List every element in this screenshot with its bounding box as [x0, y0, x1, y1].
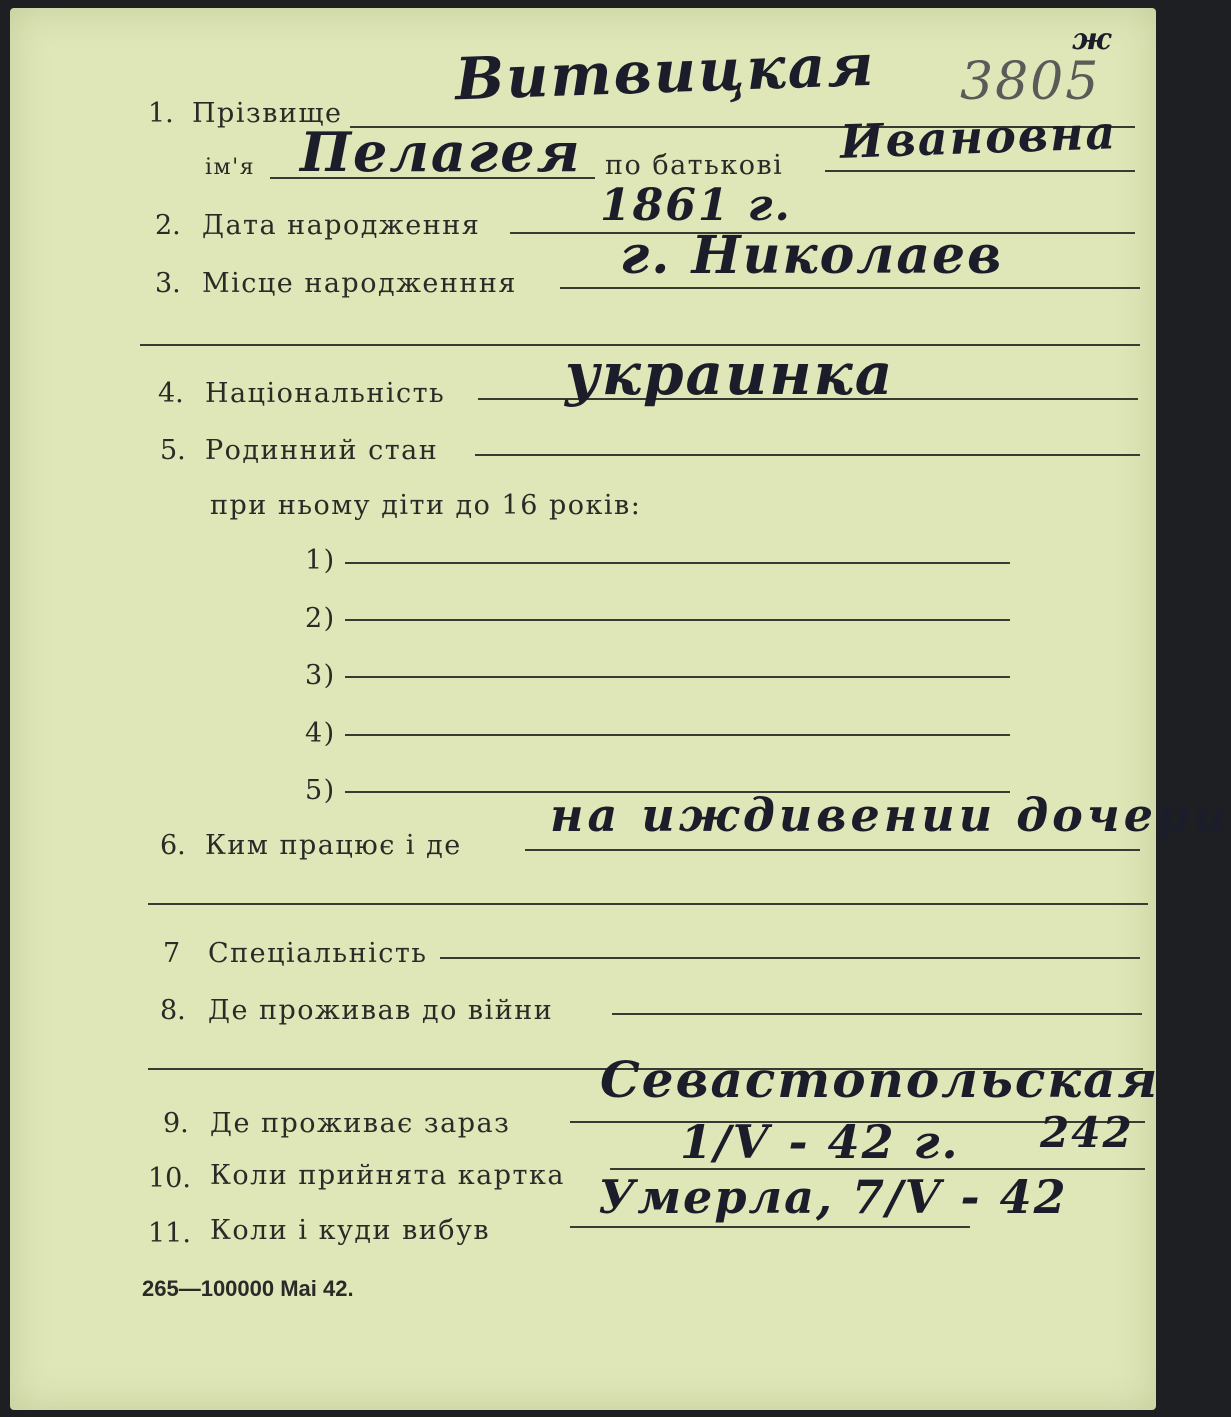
field-1-number: 1. — [148, 98, 174, 129]
field-3-line — [560, 287, 1140, 289]
field-6-number: 6. — [160, 830, 186, 861]
field-6-extra-line — [148, 903, 1148, 905]
child-4-label: 4) — [305, 718, 336, 749]
current-address-handwritten: Севастопольская — [600, 1050, 1160, 1109]
field-4-number: 4. — [158, 378, 184, 409]
field-5-number: 5. — [160, 435, 186, 466]
field-7-line — [440, 957, 1140, 959]
field-11-label: Коли і куди вибув — [210, 1215, 491, 1246]
field-10-number: 10. — [148, 1163, 191, 1194]
field-5b-label: при ньому діти до 16 років: — [210, 490, 642, 521]
field-6-label: Ким працює і де — [205, 830, 462, 861]
field-7-label: Спеціальність — [208, 938, 428, 969]
field-8-label: Де проживав до війни — [208, 995, 554, 1026]
patronymic-line — [825, 170, 1135, 172]
field-2-label: Дата народження — [202, 210, 481, 241]
field-1-label: Прізвище — [192, 98, 343, 129]
field-3-label: Місце народженння — [202, 268, 517, 299]
field-1c-label: по батькові — [605, 150, 784, 181]
field-11-number: 11. — [148, 1218, 191, 1249]
child-1-label: 1) — [305, 545, 336, 576]
child-4-line — [345, 734, 1010, 736]
field-6-line — [525, 849, 1140, 851]
nationality-handwritten: украинка — [565, 340, 895, 408]
field-8-number: 8. — [160, 995, 186, 1026]
surname-handwritten: Витвицкая — [453, 30, 877, 114]
child-3-line — [345, 676, 1010, 678]
field-7-number: 7 — [163, 938, 181, 969]
departure-handwritten: Умерла, 7/V - 42 — [598, 1170, 1068, 1224]
field-11-line — [570, 1226, 970, 1228]
field-1b-label: ім'я — [205, 155, 256, 180]
field-5-label: Родинний стан — [205, 435, 439, 466]
field-9-label: Де проживає зараз — [210, 1108, 511, 1139]
child-2-label: 2) — [305, 603, 336, 634]
field-10-label: Коли прийнята картка — [210, 1160, 565, 1191]
field-4-label: Національність — [205, 378, 446, 409]
field-5-line — [475, 454, 1140, 456]
patronymic-handwritten: Ивановна — [839, 105, 1119, 169]
house-number-handwritten: 242 — [1040, 1108, 1134, 1157]
field-2-number: 2. — [155, 210, 181, 241]
date-accepted-handwritten: 1/V - 42 г. — [680, 1115, 960, 1169]
child-5-label: 5) — [305, 775, 336, 806]
field-9-number: 9. — [163, 1108, 189, 1139]
record-letter-handwritten: ж — [1072, 22, 1114, 57]
birth-year-handwritten: 1861 г. — [600, 180, 792, 231]
field-3-number: 3. — [155, 268, 181, 299]
child-3-label: 3) — [305, 660, 336, 691]
occupation-handwritten: на иждивении дочери — [550, 788, 1231, 842]
child-1-line — [345, 562, 1010, 564]
field-8-line — [612, 1013, 1142, 1015]
print-run-footer: 265—100000 Mai 42. — [142, 1276, 354, 1301]
first-name-handwritten: Пелагея — [300, 120, 582, 184]
birth-place-handwritten: г. Николаев — [620, 225, 1004, 286]
child-2-line — [345, 619, 1010, 621]
record-number-handwritten: 3805 — [960, 52, 1101, 112]
